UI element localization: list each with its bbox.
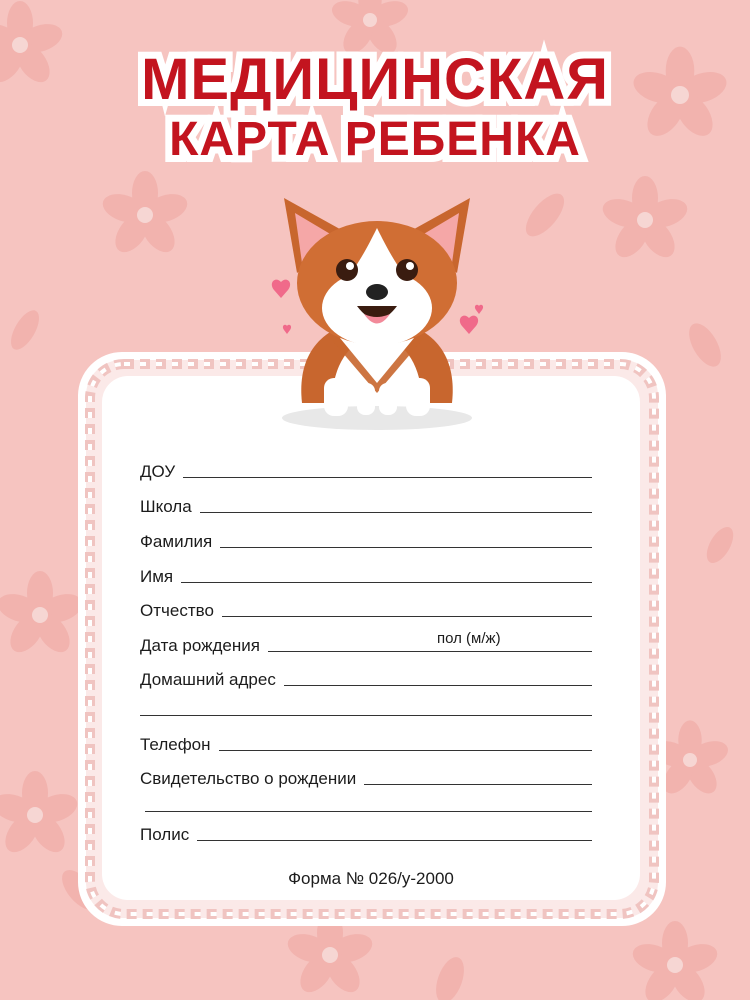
- form-number: Форма № 026/у-2000: [288, 869, 454, 888]
- field-birth-date[interactable]: [140, 632, 592, 656]
- field-address[interactable]: [140, 666, 592, 690]
- field-patronymic-label: Отчество: [140, 601, 214, 620]
- title-line-1: МЕДИЦИНСКАЯ: [141, 47, 609, 112]
- field-name-label: Имя: [140, 567, 174, 586]
- field-phone-line[interactable]: [219, 750, 592, 751]
- field-dou-label: ДОУ: [140, 462, 176, 481]
- field-birth-certificate-line[interactable]: [364, 784, 592, 785]
- field-birth-certificate-line-2[interactable]: [145, 811, 592, 812]
- heart-icon: [460, 316, 478, 334]
- gender-label: пол (м/ж): [437, 630, 501, 647]
- field-school[interactable]: [140, 493, 592, 517]
- field-surname-line[interactable]: [220, 547, 592, 548]
- field-phone[interactable]: [140, 731, 592, 755]
- field-address-line-2[interactable]: [140, 715, 592, 716]
- field-surname[interactable]: [140, 528, 592, 552]
- field-name[interactable]: [140, 563, 592, 587]
- field-address-label: Домашний адрес: [140, 670, 276, 689]
- corgi-illustration: [262, 188, 492, 433]
- field-patronymic-line[interactable]: [222, 616, 592, 617]
- field-dou[interactable]: [140, 458, 592, 482]
- field-surname-label: Фамилия: [140, 532, 213, 551]
- field-address-line[interactable]: [284, 685, 592, 686]
- field-birth-date-label: Дата рождения: [140, 636, 260, 655]
- field-phone-label: Телефон: [140, 735, 211, 754]
- field-policy-line[interactable]: [197, 840, 592, 841]
- field-patronymic[interactable]: [140, 597, 592, 621]
- title-line-2: КАРТА РЕБЕНКА: [169, 113, 581, 166]
- field-policy-label: Полис: [140, 825, 190, 844]
- field-birth-date-line[interactable]: [268, 651, 592, 652]
- field-policy[interactable]: [140, 821, 592, 845]
- field-school-label: Школа: [140, 497, 192, 516]
- heart-icon: [272, 280, 290, 298]
- field-name-line[interactable]: [181, 582, 592, 583]
- field-dou-line[interactable]: [183, 477, 592, 478]
- field-birth-certificate-label: Свидетельство о рождении: [140, 769, 357, 788]
- field-school-line[interactable]: [200, 512, 592, 513]
- field-birth-certificate[interactable]: [140, 765, 592, 789]
